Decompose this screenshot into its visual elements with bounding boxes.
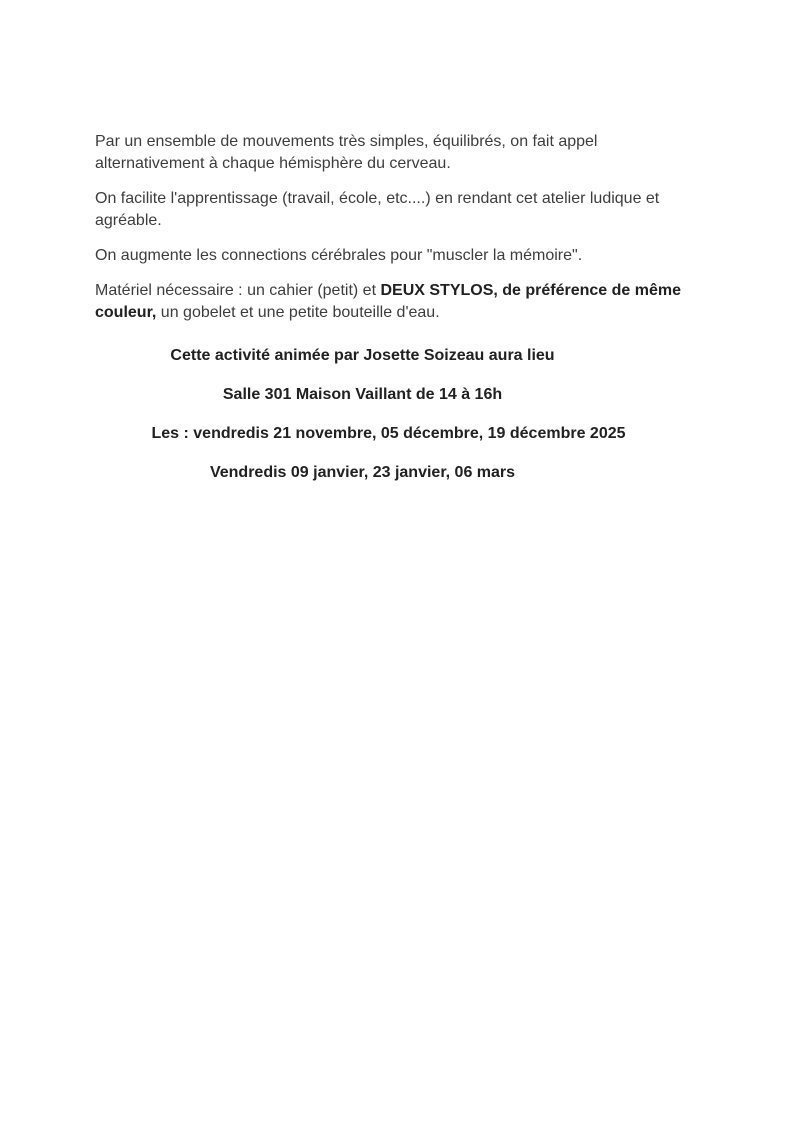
centered-line-dates-2026 (95, 462, 630, 484)
materials-text-bold: DEUX STYLOS, de préférence de même couleur, (95, 282, 682, 321)
paragraph-text: Par un ensemble de mouvements très simples, équilibrés, on fait appel alternativement à chaque hémisphère du cerveau. (95, 133, 598, 172)
paragraph-materials (95, 280, 700, 324)
centered-line-dates-2025 (121, 423, 656, 445)
document-page (95, 131, 700, 484)
paragraph-learning (95, 188, 700, 232)
centered-line-animator (95, 345, 630, 367)
centered-line-text: Vendredis 09 janvier, 23 janvier, 06 mars (209, 464, 516, 481)
paragraph-text: On facilite l'apprentissage (travail, école, etc....) en rendant cet atelier ludique et agréable. (95, 190, 660, 229)
paragraph-intro-movements (95, 131, 700, 175)
centered-line-text: Les : vendredis 21 novembre, 05 décembre, 19 décembre 2025 (151, 425, 626, 442)
centered-line-location (95, 384, 630, 406)
paragraph-text: On augmente les connections cérébrales pour "muscler la mémoire". (95, 247, 583, 264)
centered-line-text: Cette activité animée par Josette Soizeau aura lieu (170, 347, 555, 364)
materials-text-normal: Matériel nécessaire : un cahier (petit) et (95, 282, 381, 299)
centered-line-text: Salle 301 Maison Vaillant de 14 à 16h (222, 386, 503, 403)
paragraph-memory (95, 245, 700, 267)
materials-text-normal-end: un gobelet et une petite bouteille d'eau. (156, 304, 440, 321)
